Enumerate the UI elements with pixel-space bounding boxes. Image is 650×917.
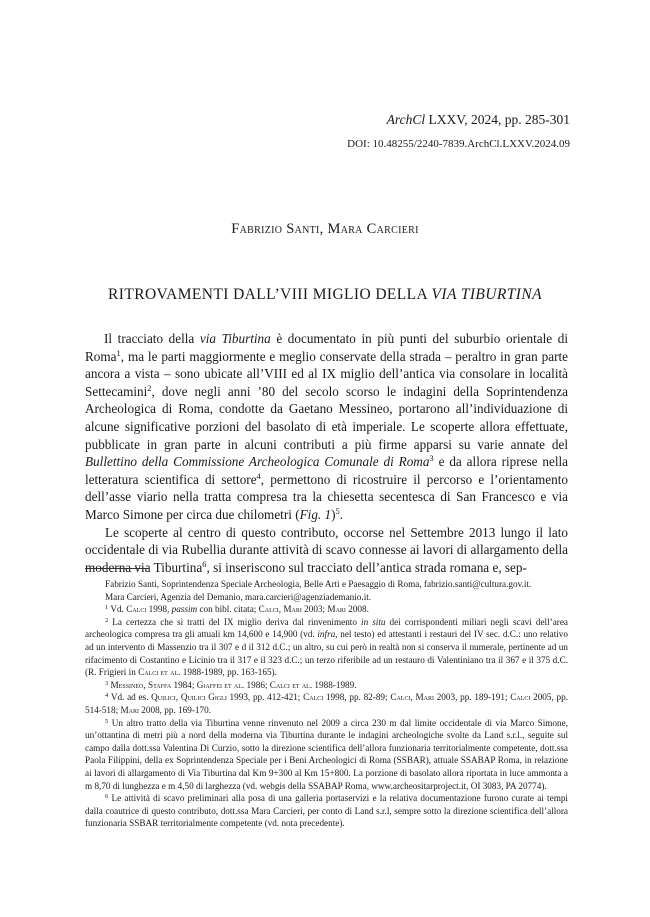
text-run: Un altro tratto della via Tiburtina venne rinvenuto nel 2009 a circa 230 m dal limite occidentale di via Marco Simone, un’ottantina di metri più a nord della moderna via Tiburtina durante le indagini archeologiche svolte da Land s.r.l., seguite sul campo dalla dott.ssa Valentina Di Curzio, sotto la direzione scientifica dell’allora funzionaria territorialmente competente, dott.ssa Paola Filippini, della ex Soprintendenza Speciale per i Beni Archeologici di Roma (SSBAR), attuale SSABAP Roma, in relazione ai lavori di allargamento di Via Tiburtina dal Km 9+300 al Km 15+800. La porzione di basolato allora riportata in luce ammonta a m 8,70 di lunghezza e m 4,50 di larghezza (vd. webgis della SSABAP Roma, www.archeositarproject.it, OI 3083, PA 20774). <box>85 717 568 791</box>
text-run: 1988-1989. <box>312 679 357 690</box>
text-run: , nel testo) ed attestanti i restauri del IV sec. d.C.: uno relativo ad un intervento di Massenzio tra il 307 e d il 312 d.C.; un altro, su cui però in realtà non si conserva il numerale, pertinente ad un rifacimento di Costantino e Licinio tra il 317 e il 323 d.C.; un terzo riferibile ad un restauro di Valentiniano tra il 367 e il 375 d.C. (R. Frigieri in <box>85 629 568 678</box>
footnote-number: 1 <box>105 604 109 612</box>
author-ref: Giaffei et al. <box>196 679 245 690</box>
text-run: con bibl. citata; <box>197 604 259 615</box>
italic-run: in situ <box>361 616 386 627</box>
footnote-2 <box>85 616 568 679</box>
journal-volume-pages: LXXV, 2024, pp. 285-301 <box>425 112 570 127</box>
text-run: Vd. ad es. <box>108 692 152 703</box>
footnote-1 <box>85 603 568 616</box>
text-run: dei corrispondenti miliari negli scavi dell’area archeologica compresa tra gli attuali km 14,600 e 14,900 (vd. <box>85 616 569 640</box>
text-run: Il tracciato della <box>104 331 200 346</box>
author-ref: Mari <box>120 704 139 715</box>
text-run: ) <box>331 506 336 522</box>
author-ref: Calci <box>510 692 531 703</box>
article-body <box>85 330 568 576</box>
text-run: , dove negli anni ’80 del secolo scorso le indagini della Soprintendenza Archeologica di Roma, condotte da Gaetano Messineo, portarono all’individuazione di alcune significative porzioni del basolato di età imperiale. Le scoperte allora effettuate, pubblicate in gran parte in alcuni contributi a più firme apparsi su varie annate del <box>85 383 568 452</box>
footnote-ref[interactable]: 3 <box>429 453 434 464</box>
journal-citation <box>387 112 570 128</box>
author-ref: Calci <box>126 604 147 615</box>
footnote-ref[interactable]: 4 <box>256 470 261 481</box>
text-run: è documentato in più punti del suburbio orientale di Roma <box>85 331 569 364</box>
author-ref: Calci, Mari <box>258 604 302 615</box>
footnote-ref[interactable]: 6 <box>202 558 207 569</box>
text-run: Le attività di scavo preliminari alla posa di una galleria portaservizi e la relativa documentazione furono curate ai tempi dalla coautrice di questo contributo, dott.ssa Mara Carcieri, per conto di Land s.r.l, sempre sotto la direzione scientifica dell’allora funzionaria SSBAR territorialmente competente (vd. nota precedente). <box>85 793 568 829</box>
article-title <box>0 286 650 304</box>
italic-run: infra <box>317 629 336 640</box>
text-run: . <box>339 506 344 522</box>
text-run: 1986; <box>244 679 270 690</box>
text-run: 1993, pp. 412-421; <box>226 692 304 703</box>
paragraph-2 <box>85 524 568 577</box>
text-run: , permettono di ricostruire il percorso e l’orientamento dell’asse viario nella tratta compresa tra la chiesetta secentesca di San Francesco e via Marco Simone per circa due chilometri ( <box>85 471 568 522</box>
author-ref: Messineo, Staffa <box>110 679 172 690</box>
author-ref: Mari <box>327 604 346 615</box>
footnote-ref[interactable]: 2 <box>147 382 152 393</box>
figure-ref[interactable]: Fig. 1 <box>299 506 332 522</box>
footnote-number: 4 <box>105 692 109 700</box>
footnote-6 <box>85 792 568 830</box>
footnote-5 <box>85 717 568 793</box>
paragraph-1 <box>85 330 568 524</box>
author-ref: Calci et al. <box>269 679 313 690</box>
italic-run: via Tiburtina <box>199 331 271 346</box>
text-run: 1988-1989, pp. 163-165). <box>180 667 277 678</box>
text-run: 1998, pp. 82-89; <box>323 692 391 703</box>
author-ref: Calci, Mari <box>390 692 434 703</box>
author-ref: Calci et al. <box>138 667 181 678</box>
footnotes <box>85 578 568 830</box>
footnote-4 <box>85 691 568 716</box>
text-run: 1984; <box>171 679 197 690</box>
author-affiliation: Mara Carcieri, Agenzia del Demanio, mara.carcieri@agenziademanio.it. <box>105 591 372 602</box>
text-run: Vd. <box>108 604 127 615</box>
text-run: 2003, pp. 189-191; <box>433 692 511 703</box>
text-run: , ma le parti maggiormente e meglio conservate della strada – peraltro in gran parte ancora a vista – sono ubicate all’VIII ed al IX miglio dell’antica via consolare in località Settecamini <box>85 348 568 399</box>
author-ref: Calci <box>303 692 324 703</box>
text-run: e da allora riprese nella letteratura scientifica di settore <box>85 454 569 487</box>
text-run: La certezza che si tratti del IX miglio deriva dal rinvenimento <box>108 616 362 627</box>
text-run: 2003; <box>301 604 328 615</box>
text-run: 2005, pp. 514-518; <box>85 692 569 715</box>
author-ref: Quilici, Quilici Gigli <box>151 692 227 703</box>
footnote-number: 6 <box>105 793 109 801</box>
doi: DOI: 10.48255/2240-7839.ArchCl.LXXV.2024.09 <box>347 138 570 150</box>
journal-name: ArchCl <box>386 112 426 127</box>
footnote-number: 2 <box>105 616 109 624</box>
text-run: Le scoperte al centro di questo contributo, occorse nel Settembre 2013 lungo il lato occidentale di via Rubellia durante attività di scavo connesse ai lavori di allargamento della moderna via Tiburtina <box>85 524 568 575</box>
text-run: , si inseriscono sul tracciato dell’antica strada romana e, sep- <box>206 559 527 575</box>
text-run: 1998, <box>146 604 172 615</box>
footnote-separator <box>85 568 149 569</box>
article-authors: Fabrizio Santi, Mara Carcieri <box>231 221 419 237</box>
footnote-ref[interactable]: 5 <box>335 505 340 516</box>
footnote-number: 3 <box>105 679 109 687</box>
text-run: 2008. <box>345 604 369 615</box>
footnote-3 <box>85 679 568 692</box>
author-affiliation: Fabrizio Santi, Soprintendenza Speciale Archeologia, Belle Arti e Paesaggio di Roma, fabrizio.santi@cultura.gov.it. <box>105 579 532 589</box>
italic-run: Bullettino della Commissione Archeologica Comunale di Roma <box>85 454 430 470</box>
footnote-ref[interactable]: 1 <box>116 347 121 358</box>
title-text: RITROVAMENTI DALL’VIII MIGLIO DELLA <box>108 286 432 303</box>
text-run: 2008, pp. 169-170. <box>139 704 211 715</box>
title-italic: VIA TIBURTINA <box>431 286 542 303</box>
italic-run: passim <box>171 604 198 615</box>
footnote-number: 5 <box>105 717 109 725</box>
